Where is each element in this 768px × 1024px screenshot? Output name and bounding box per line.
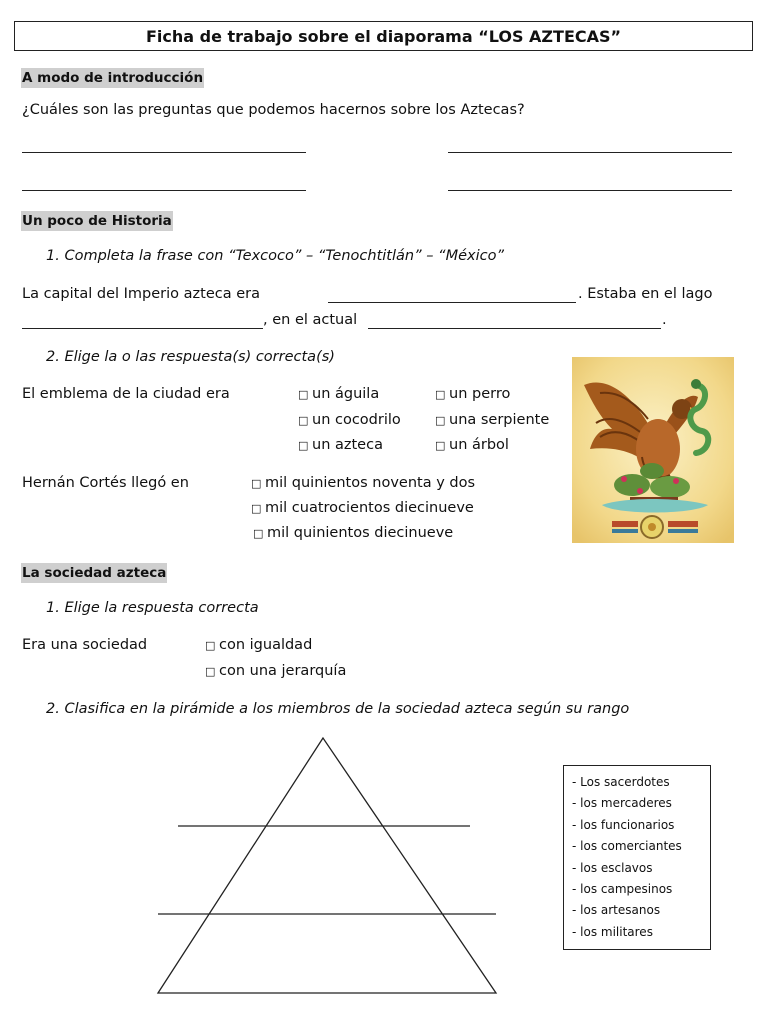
section-heading-history: Un poco de Historia xyxy=(22,213,172,229)
emblem-option[interactable]: □ un árbol xyxy=(435,437,509,453)
society-option[interactable]: □ con igualdad xyxy=(205,637,313,653)
answer-line[interactable] xyxy=(22,152,306,153)
member-item: - Los sacerdotes xyxy=(572,775,670,789)
society-question-2: 2. Clasifica en la pirámide a los miembros de la sociedad azteca según su rango xyxy=(46,701,630,717)
checkbox-icon: □ xyxy=(205,639,216,652)
checkbox-icon: □ xyxy=(435,388,446,401)
cortes-option[interactable]: □ mil quinientos diecinueve xyxy=(253,525,454,541)
checkbox-icon: □ xyxy=(205,665,216,678)
intro-question: ¿Cuáles son las preguntas que podemos hacernos sobre los Aztecas? xyxy=(22,102,525,118)
emblem-option[interactable]: □ un perro xyxy=(435,386,511,402)
answer-line[interactable] xyxy=(22,190,306,191)
mexican-emblem-image xyxy=(572,357,734,543)
page-title: Ficha de trabajo sobre el diaporama “LOS AZTECAS” xyxy=(14,21,753,51)
capital-sentence-end: , en el actual xyxy=(263,312,358,328)
section-heading-society: La sociedad azteca xyxy=(22,565,167,581)
answer-line[interactable] xyxy=(448,190,732,191)
country-blank[interactable] xyxy=(368,328,661,329)
social-pyramid[interactable] xyxy=(150,735,510,997)
checkbox-icon: □ xyxy=(298,414,309,427)
checkbox-icon: □ xyxy=(435,414,446,427)
checkbox-icon: □ xyxy=(251,502,262,515)
capital-sentence-start: La capital del Imperio azteca era xyxy=(22,286,260,302)
member-item: - los esclavos xyxy=(572,860,653,875)
emblem-option[interactable]: □ una serpiente xyxy=(435,412,550,428)
member-item: - los militares xyxy=(572,924,653,939)
society-question-1: 1. Elige la respuesta correcta xyxy=(46,600,259,616)
checkbox-icon: □ xyxy=(298,388,309,401)
history-question-2: 2. Elige la o las respuesta(s) correcta(s) xyxy=(46,349,335,365)
cortes-option[interactable]: □ mil quinientos noventa y dos xyxy=(251,475,476,491)
section-heading-intro: A modo de introducción xyxy=(22,70,204,86)
emblem-option[interactable]: □ un águila xyxy=(298,386,380,402)
checkbox-icon: □ xyxy=(435,439,446,452)
checkbox-icon: □ xyxy=(298,439,309,452)
society-members-box xyxy=(563,765,711,950)
history-question-1: 1. Completa la frase con “Texcoco” – “Tenochtitlán” – “México” xyxy=(46,248,504,264)
capital-sentence-mid: . Estaba en el lago xyxy=(578,286,713,302)
society-option[interactable]: □ con una jerarquía xyxy=(205,663,347,679)
cortes-option[interactable]: □ mil cuatrocientos diecinueve xyxy=(251,500,474,516)
capital-sentence-period: . xyxy=(662,312,667,328)
member-item: - los artesanos xyxy=(572,903,661,918)
cortes-label: Hernán Cortés llegó en xyxy=(22,475,189,491)
member-item: - los comerciantes xyxy=(572,839,682,854)
answer-line[interactable] xyxy=(448,152,732,153)
emblem-option[interactable]: □ un cocodrilo xyxy=(298,412,401,428)
emblem-option[interactable]: □ un azteca xyxy=(298,437,383,453)
capital-blank[interactable] xyxy=(328,302,576,303)
emblem-label: El emblema de la ciudad era xyxy=(22,386,230,402)
pyramid-outline xyxy=(158,738,496,993)
member-item: - los campesinos xyxy=(572,882,673,897)
member-item: - los funcionarios xyxy=(572,817,675,832)
checkbox-icon: □ xyxy=(251,477,262,490)
member-item: - los mercaderes xyxy=(572,796,672,811)
lake-blank[interactable] xyxy=(22,328,263,329)
society-label: Era una sociedad xyxy=(22,637,148,653)
checkbox-icon: □ xyxy=(253,527,264,540)
